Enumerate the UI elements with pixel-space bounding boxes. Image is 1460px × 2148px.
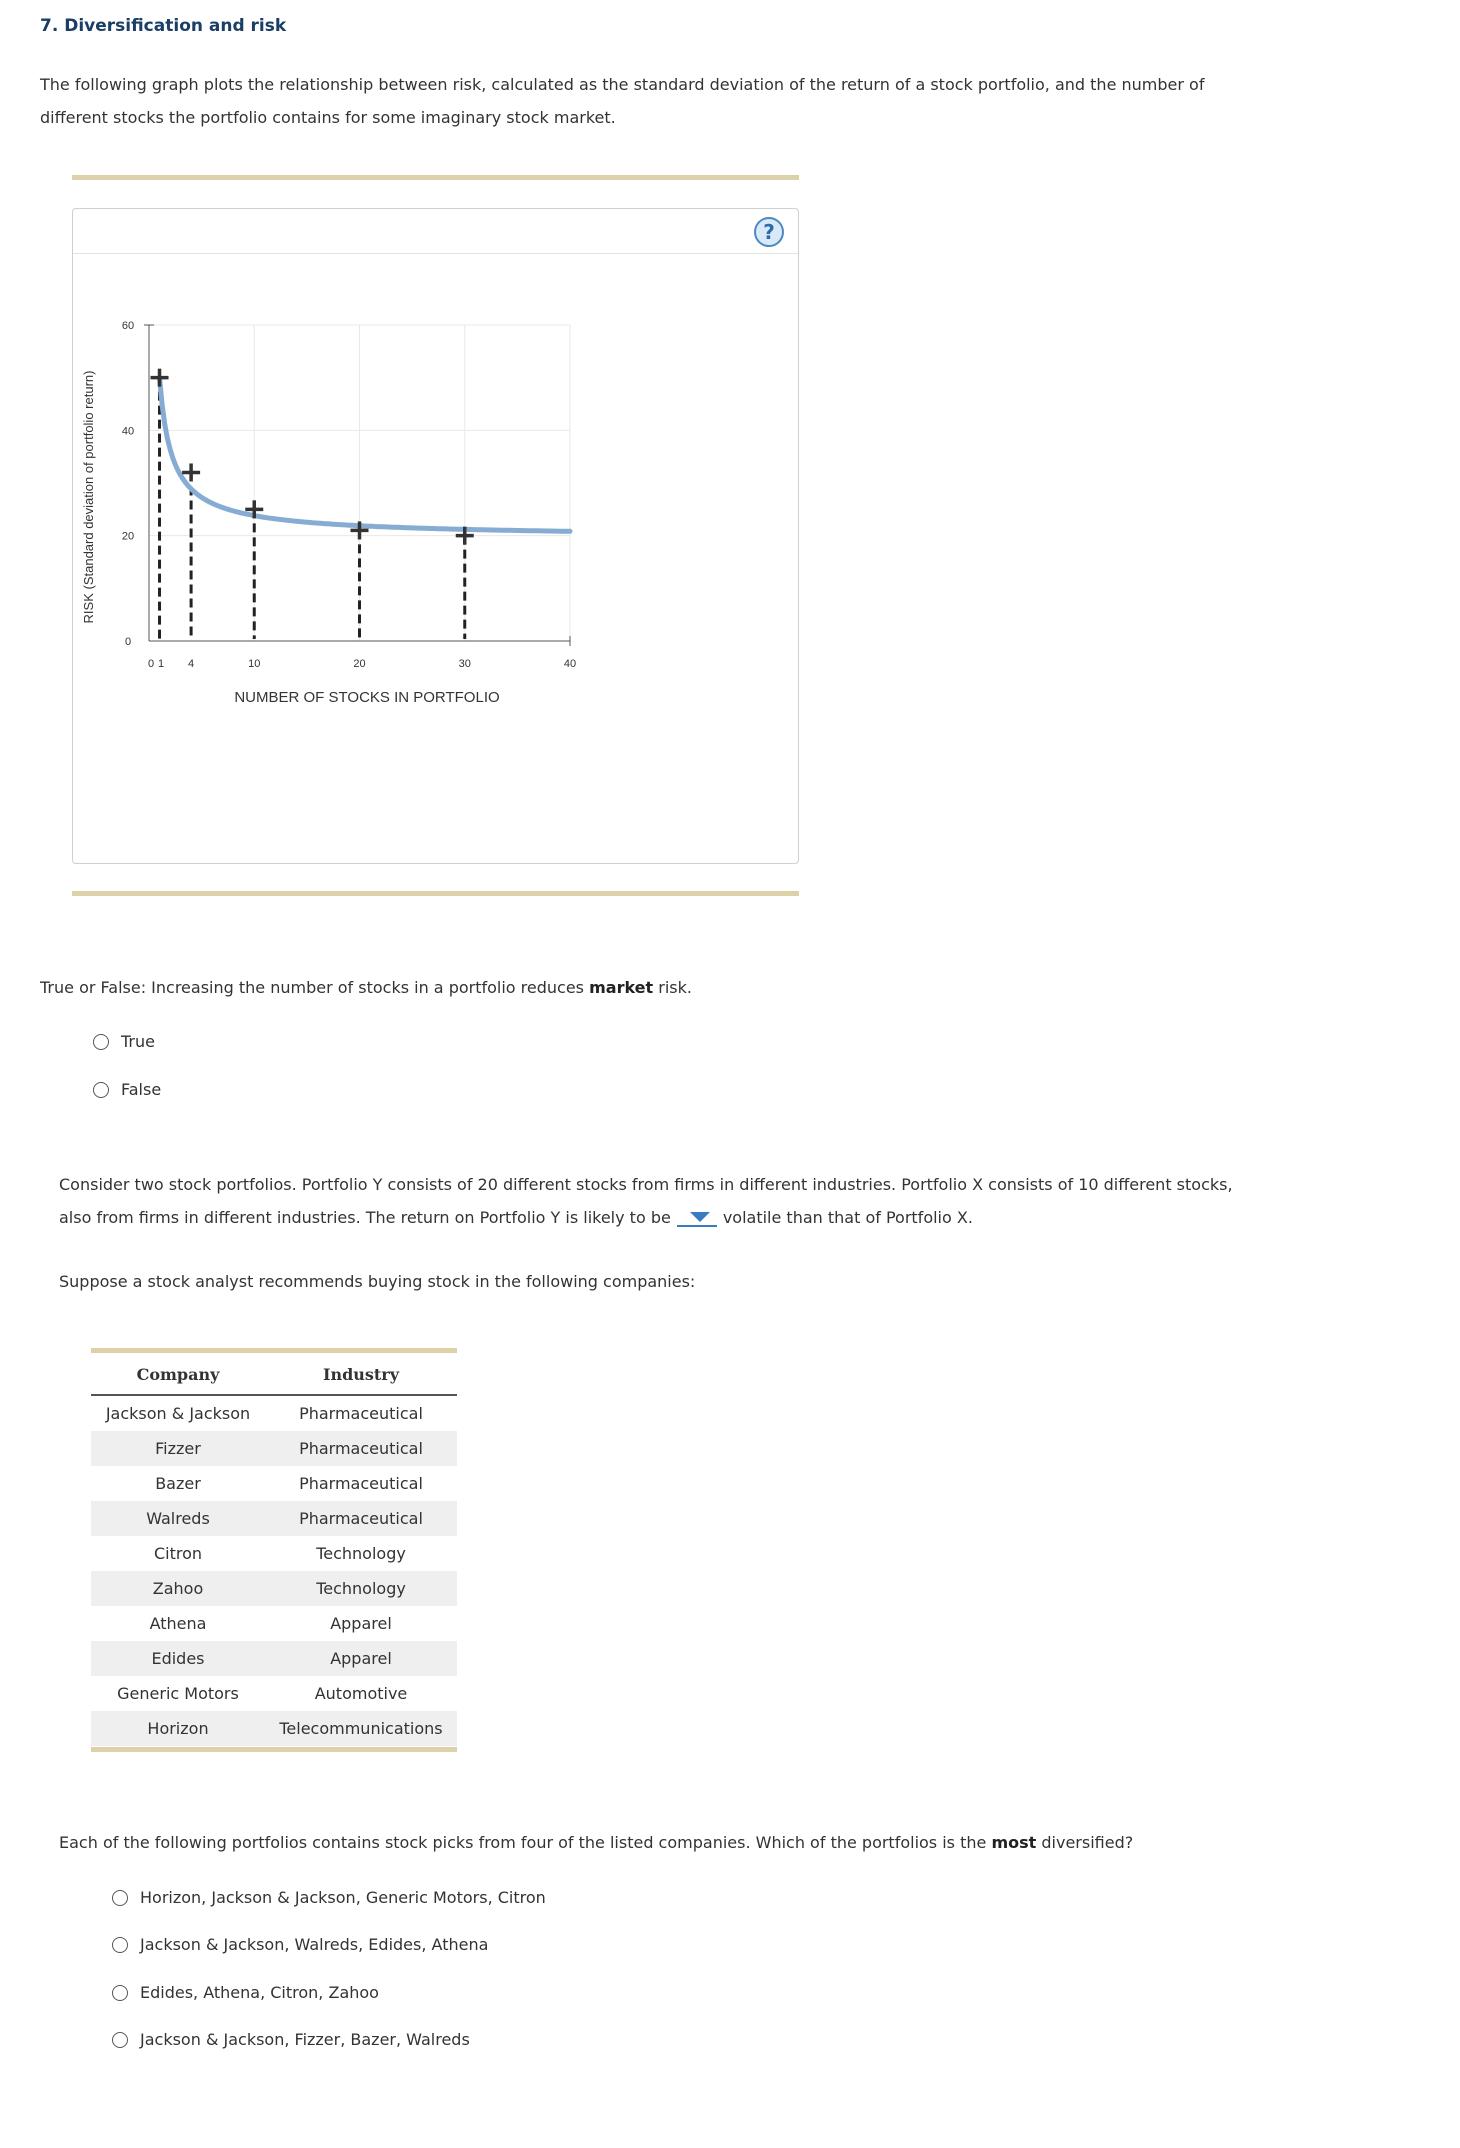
table-row — [91, 1606, 457, 1641]
x-tick-label: 20 — [353, 658, 366, 670]
table-row — [91, 1641, 457, 1676]
q4-option-label: Edides, Athena, Citron, Zahoo — [140, 1983, 379, 2002]
y-tick-label: 40 — [121, 425, 135, 438]
table-bottom-rule — [91, 1747, 457, 1752]
chart-markers — [151, 369, 474, 545]
industry-cell: Pharmaceutical — [265, 1431, 457, 1466]
y-axis-label: RISK (Standard deviation of portfolio return) — [81, 370, 96, 624]
q4-option-label: Jackson & Jackson, Fizzer, Bazer, Walreds — [140, 2030, 470, 2049]
q2-line2: also from firms in different industries. The return on Portfolio Y is likely to be volatile than that of Portfolio X. — [59, 1208, 973, 1227]
companies-table — [91, 1354, 457, 1746]
radio-icon[interactable] — [93, 1034, 109, 1050]
radio-icon[interactable] — [112, 1985, 128, 2001]
company-cell: Zahoo — [91, 1571, 265, 1606]
help-icon[interactable]: ? — [754, 217, 784, 247]
q4-prompt: Each of the following portfolios contains stock picks from four of the listed companies. Which of the portfolios is the most diversified? — [59, 1833, 1134, 1852]
table-row — [91, 1676, 457, 1711]
company-cell: Jackson & Jackson — [105, 1404, 251, 1423]
data-point-marker — [151, 369, 169, 387]
company-cell: Bazer — [155, 1474, 201, 1493]
chart-droplines — [160, 378, 465, 639]
x-tick-label: 0 — [147, 658, 155, 670]
q4-option-label: Horizon, Jackson & Jackson, Generic Motors, Citron — [140, 1888, 546, 1907]
question-title: 7. Diversification and risk — [40, 16, 287, 36]
radio-icon[interactable] — [93, 1082, 109, 1098]
x-tick-label: 4 — [188, 658, 195, 670]
x-tick-label: 30 — [458, 658, 471, 670]
chart-axes — [144, 325, 570, 646]
company-header: Company — [91, 1354, 265, 1395]
x-tick-label: 40 — [563, 658, 577, 670]
company-cell: Fizzer — [91, 1431, 265, 1466]
table-row — [91, 1711, 457, 1746]
volatility-dropdown[interactable] — [677, 1207, 717, 1227]
y-tick-label: 20 — [121, 530, 135, 543]
company-cell: Citron — [153, 1544, 203, 1563]
q4-option-2[interactable] — [112, 1935, 488, 1954]
q4-option-4[interactable] — [112, 2030, 470, 2049]
question-intro: The following graph plots the relationship between risk, calculated as the standard deviation of the return of a stock portfolio, and the number of different stocks the portfolio contains for some imaginary stock market. — [40, 75, 1205, 127]
q1-prompt: True or False: Increasing the number of stocks in a portfolio reduces market risk. — [40, 978, 692, 997]
company-cell: Horizon — [91, 1711, 265, 1746]
x-tick-label: 1 — [157, 658, 165, 670]
risk-curve — [160, 378, 571, 532]
industry-cell: Technology — [316, 1544, 406, 1563]
industry-cell: Apparel — [265, 1641, 457, 1676]
x-axis-label: NUMBER OF STOCKS IN PORTFOLIO — [234, 689, 500, 706]
y-tick-label: 60 — [121, 320, 135, 332]
industry-cell: Pharmaceutical — [265, 1501, 457, 1536]
q4-option-label: Jackson & Jackson, Walreds, Edides, Athena — [140, 1935, 489, 1954]
company-cell: Walreds — [91, 1501, 265, 1536]
industry-cell: Technology — [265, 1571, 457, 1606]
graph-bottom-rule — [72, 891, 799, 896]
q2-line1: Consider two stock portfolios. Portfolio Y consists of 20 different stocks from firms in different industries. Portfolio X consists of 10 different stocks, — [59, 1175, 1233, 1194]
q4-option-1[interactable] — [112, 1888, 546, 1907]
company-cell: Edides — [91, 1641, 265, 1676]
y-tick-label: 0 — [124, 636, 132, 648]
q1-option-true[interactable] — [93, 1032, 155, 1051]
table-row — [91, 1431, 457, 1466]
x-tick-label: 10 — [248, 658, 261, 670]
q1-option-false[interactable] — [93, 1080, 161, 1099]
q1-option-label: True — [121, 1032, 155, 1051]
industry-header: Industry — [265, 1354, 457, 1395]
table-row — [91, 1571, 457, 1606]
table-row — [91, 1501, 457, 1536]
industry-cell: Automotive — [314, 1684, 408, 1703]
table-row — [91, 1466, 457, 1501]
industry-cell: Pharmaceutical — [299, 1404, 423, 1423]
radio-icon[interactable] — [112, 2032, 128, 2048]
industry-cell: Apparel — [330, 1614, 392, 1633]
company-cell: Athena — [149, 1614, 207, 1633]
q2-prompt — [59, 1168, 1419, 1234]
company-cell: Generic Motors — [117, 1684, 239, 1703]
q4-option-3[interactable] — [112, 1983, 379, 2002]
q1-option-label: False — [121, 1080, 162, 1099]
table-row — [91, 1536, 457, 1571]
risk-chart — [0, 0, 820, 720]
table-row — [91, 1395, 457, 1431]
radio-icon[interactable] — [112, 1890, 128, 1906]
industry-cell: Telecommunications — [265, 1711, 457, 1746]
radio-icon[interactable] — [112, 1937, 128, 1953]
industry-cell: Pharmaceutical — [299, 1474, 423, 1493]
table-top-rule — [91, 1348, 457, 1353]
q3-intro: Suppose a stock analyst recommends buying stock in the following companies: — [59, 1272, 696, 1291]
